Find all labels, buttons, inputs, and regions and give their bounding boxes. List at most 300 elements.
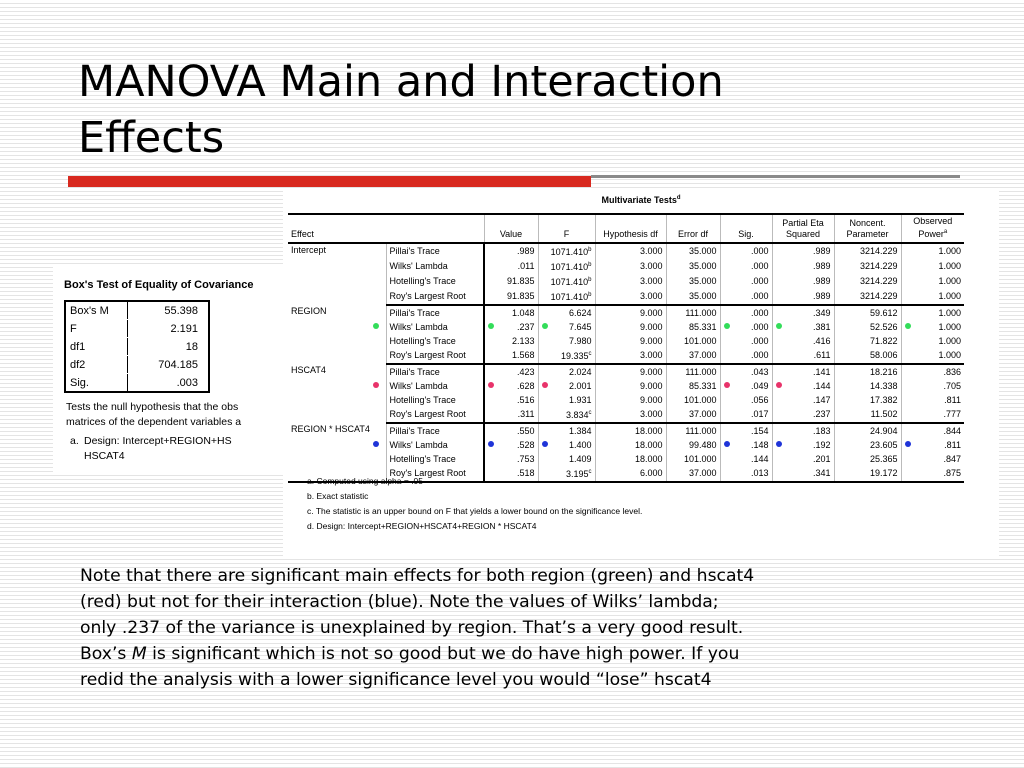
cell-nc	[834, 274, 901, 289]
cell-value	[484, 305, 538, 320]
test-name-cell	[386, 243, 484, 259]
cell-sig	[720, 289, 772, 305]
box-test-footnote-line-1: Design: Intercept+REGION+HS	[84, 435, 232, 447]
cell-pes-value: .381	[812, 321, 831, 332]
f-footnote-sup: c	[588, 351, 592, 357]
cell-f	[538, 379, 595, 393]
cell-value	[484, 274, 538, 289]
multivariate-tests-notes	[307, 474, 642, 534]
note-d: d. Design: Intercept+REGION+HSCAT4+REGION * HSCAT4	[307, 521, 537, 531]
box-test-footnote	[70, 434, 232, 464]
cell-nc	[834, 466, 901, 482]
cell-f	[538, 393, 595, 407]
cell-err-value: 101.000	[683, 394, 717, 405]
cell-op-value: 1.000	[938, 321, 962, 332]
box-test-footnote-line-2: HSCAT4	[84, 450, 125, 462]
test-name: Wilks' Lambda	[389, 321, 448, 332]
cell-err	[666, 438, 720, 452]
cell-hyp-value: 9.000	[639, 321, 663, 332]
cell-sig-value: .013	[750, 468, 769, 478]
cell-op	[901, 466, 964, 482]
cell-value	[484, 289, 538, 305]
cell-value	[484, 393, 538, 407]
cell-value-value: 2.133	[511, 335, 535, 346]
cell-op-value: 1.000	[938, 335, 962, 346]
body-line-2: (red) but not for their interaction (blue). Note the values of Wilks’ lambda;	[80, 592, 719, 612]
cell-nc-value: 59.612	[869, 307, 898, 318]
test-name: Hotelling's Trace	[389, 394, 456, 405]
header-pes-line-2: Squared	[786, 229, 821, 239]
box-test-value: 55.398	[128, 301, 210, 320]
cell-pes	[772, 393, 834, 407]
cell-hyp	[595, 423, 666, 438]
cell-hyp	[595, 259, 666, 274]
cell-op	[901, 334, 964, 348]
cell-hyp	[595, 364, 666, 379]
table-row	[288, 438, 964, 452]
cell-err-value: 111.000	[685, 425, 717, 436]
header-noncent-parameter	[834, 214, 901, 243]
cell-sig	[720, 423, 772, 438]
header-op-line-2-text: Power	[918, 229, 944, 239]
body-line-5: redid the analysis with a lower significance level you would “lose” hscat4	[80, 670, 712, 690]
cell-pes-value: .349	[812, 307, 831, 318]
red-dot-marker	[542, 382, 548, 388]
cell-pes-value: .989	[812, 246, 831, 256]
table-row	[288, 452, 964, 466]
slide-title	[78, 54, 938, 166]
green-dot-marker	[488, 323, 494, 329]
header-hypothesis-df: Hypothesis df	[595, 214, 666, 243]
table-row	[288, 379, 964, 393]
cell-sig	[720, 466, 772, 482]
cell-value	[484, 243, 538, 259]
cell-hyp	[595, 320, 666, 334]
test-name-cell	[386, 423, 484, 438]
cell-err	[666, 305, 720, 320]
table-row	[288, 305, 964, 320]
body-line-4-pre: Box’s	[80, 644, 132, 664]
cell-value	[484, 423, 538, 438]
cell-pes	[772, 364, 834, 379]
effect-cell: HSCAT4	[288, 364, 386, 423]
cell-pes-value: .237	[812, 409, 831, 419]
cell-sig	[720, 259, 772, 274]
body-line-4	[80, 641, 1000, 667]
red-dot-marker	[373, 382, 379, 388]
cell-f	[538, 348, 595, 364]
cell-op-value: .777	[943, 409, 962, 419]
green-dot-marker	[373, 323, 379, 329]
cell-nc	[834, 320, 901, 334]
cell-op	[901, 274, 964, 289]
test-name-cell	[386, 438, 484, 452]
cell-value	[484, 320, 538, 334]
table-row	[288, 259, 964, 274]
cell-f	[538, 334, 595, 348]
cell-pes-value: .416	[812, 335, 831, 346]
cell-op	[901, 364, 964, 379]
header-op-line-1: Observed	[913, 216, 953, 226]
cell-hyp-value: 9.000	[639, 394, 663, 405]
slide-title-line-1: MANOVA Main and Interaction	[78, 57, 724, 107]
cell-err-value: 111.000	[685, 366, 717, 377]
cell-nc-value: 3214.229	[859, 246, 898, 256]
body-line-4-post: is significant which is not so good but we do have high power. If you	[146, 644, 740, 664]
blue-dot-marker	[724, 441, 730, 447]
cell-hyp	[595, 334, 666, 348]
cell-nc	[834, 289, 901, 305]
cell-hyp	[595, 305, 666, 320]
cell-hyp	[595, 348, 666, 364]
box-test-row	[65, 374, 209, 393]
cell-value-value: .516	[516, 394, 535, 405]
cell-nc	[834, 305, 901, 320]
cell-sig	[720, 305, 772, 320]
cell-err	[666, 423, 720, 438]
cell-value	[484, 379, 538, 393]
cell-op-value: .844	[943, 425, 962, 436]
cell-op-value: .836	[943, 366, 962, 377]
cell-value-value: .628	[516, 380, 535, 391]
cell-err	[666, 334, 720, 348]
cell-value-value: 1.568	[511, 350, 535, 360]
cell-err	[666, 289, 720, 305]
cell-op	[901, 393, 964, 407]
test-name: Roy's Largest Root	[389, 291, 466, 301]
cell-sig	[720, 407, 772, 423]
cell-sig	[720, 243, 772, 259]
multivariate-tests-title-sup: d	[676, 195, 681, 201]
cell-hyp	[595, 438, 666, 452]
cell-hyp-value: 3.000	[639, 246, 663, 256]
cell-hyp-value: 9.000	[639, 307, 663, 318]
cell-nc-value: 24.904	[869, 425, 898, 436]
cell-op-value: 1.000	[938, 307, 962, 318]
cell-sig-value: .043	[750, 366, 769, 377]
cell-err	[666, 243, 720, 259]
cell-op	[901, 379, 964, 393]
cell-op	[901, 407, 964, 423]
cell-hyp	[595, 274, 666, 289]
title-divider-line	[591, 175, 960, 178]
cell-nc	[834, 364, 901, 379]
cell-err	[666, 407, 720, 423]
cell-nc-value: 11.502	[870, 409, 898, 419]
cell-f-value: 1071.410	[550, 292, 589, 302]
slide-title-line-2: Effects	[78, 113, 225, 163]
test-name-cell	[386, 259, 484, 274]
cell-pes-value: .144	[812, 380, 831, 391]
cell-op	[901, 320, 964, 334]
cell-op	[901, 305, 964, 320]
test-name: Pillai's Trace	[389, 246, 440, 256]
cell-op	[901, 452, 964, 466]
cell-nc-value: 52.526	[869, 321, 898, 332]
cell-sig-value: .144	[750, 453, 769, 464]
test-name-cell	[386, 364, 484, 379]
cell-f-value: 1071.410	[550, 247, 589, 257]
test-name-cell	[386, 320, 484, 334]
multivariate-tests-title	[283, 195, 999, 205]
test-name-cell	[386, 305, 484, 320]
cell-hyp-value: 3.000	[639, 350, 663, 360]
effect-cell: REGION * HSCAT4	[288, 423, 386, 482]
cell-value-value: 91.835	[506, 291, 535, 301]
table-row	[288, 423, 964, 438]
table-row	[288, 274, 964, 289]
cell-value-value: .011	[517, 261, 535, 271]
cell-nc	[834, 259, 901, 274]
cell-sig-value: .049	[750, 380, 769, 391]
cell-sig	[720, 364, 772, 379]
cell-f	[538, 305, 595, 320]
cell-op-value: 1.000	[938, 276, 962, 286]
cell-hyp	[595, 407, 666, 423]
cell-pes-value: .147	[812, 394, 831, 405]
test-name-cell	[386, 393, 484, 407]
cell-f	[538, 407, 595, 423]
cell-hyp	[595, 243, 666, 259]
cell-sig-value: .154	[750, 425, 769, 436]
f-footnote-sup: c	[588, 410, 592, 416]
table-row	[288, 393, 964, 407]
cell-nc-value: 71.822	[869, 335, 898, 346]
cell-op	[901, 259, 964, 274]
cell-sig-value: .000	[750, 335, 769, 346]
note-b: b. Exact statistic	[307, 491, 369, 501]
test-name: Wilks' Lambda	[389, 380, 448, 391]
cell-value-value: .528	[516, 439, 535, 450]
cell-op	[901, 423, 964, 438]
cell-pes-value: .989	[812, 261, 831, 271]
cell-sig	[720, 452, 772, 466]
cell-f-value: 1.409	[568, 453, 592, 464]
cell-f	[538, 438, 595, 452]
cell-err	[666, 452, 720, 466]
cell-hyp-value: 3.000	[639, 409, 663, 419]
cell-nc-value: 14.338	[869, 380, 898, 391]
slide-body-text	[80, 563, 1000, 693]
cell-f-value: 1.384	[568, 425, 592, 436]
cell-hyp	[595, 452, 666, 466]
cell-sig	[720, 393, 772, 407]
header-error-df: Error df	[666, 214, 720, 243]
f-footnote-sup: b	[588, 262, 592, 268]
cell-nc	[834, 393, 901, 407]
cell-f	[538, 452, 595, 466]
cell-pes	[772, 407, 834, 423]
table-row	[288, 320, 964, 334]
cell-f-value: 3.834	[565, 410, 589, 420]
cell-pes	[772, 334, 834, 348]
cell-sig-value: .056	[750, 394, 769, 405]
red-dot-marker	[488, 382, 494, 388]
box-test-label: df2	[65, 356, 128, 374]
box-test-value: 18	[128, 338, 210, 356]
test-name: Roy's Largest Root	[389, 350, 466, 360]
test-name: Hotelling's Trace	[389, 453, 456, 464]
cell-pes-value: .341	[812, 468, 831, 478]
cell-pes	[772, 243, 834, 259]
cell-f	[538, 274, 595, 289]
cell-f-value: 7.980	[568, 335, 592, 346]
cell-nc	[834, 438, 901, 452]
cell-err-value: 111.000	[685, 307, 717, 318]
cell-value	[484, 407, 538, 423]
cell-value-value: .550	[516, 425, 535, 436]
cell-op	[901, 438, 964, 452]
box-test-row	[65, 356, 209, 374]
cell-nc-value: 23.605	[869, 439, 898, 450]
cell-err	[666, 274, 720, 289]
test-name-cell	[386, 334, 484, 348]
test-name-cell	[386, 289, 484, 305]
cell-err-value: 101.000	[683, 335, 717, 346]
cell-pes	[772, 348, 834, 364]
cell-op-value: 1.000	[938, 261, 962, 271]
cell-err-value: 85.331	[688, 321, 717, 332]
cell-err-value: 35.000	[688, 291, 717, 301]
cell-op	[901, 348, 964, 364]
header-sig: Sig.	[720, 214, 772, 243]
cell-value-value: .311	[517, 409, 535, 419]
multivariate-tests-title-text: Multivariate Tests	[601, 195, 677, 205]
cell-hyp	[595, 393, 666, 407]
red-dot-marker	[776, 382, 782, 388]
cell-op-value: .811	[944, 394, 962, 405]
box-test-note	[66, 400, 241, 430]
cell-pes-value: .989	[812, 276, 831, 286]
cell-value-value: .237	[516, 321, 535, 332]
multivariate-tests-table	[288, 213, 964, 483]
test-name: Roy's Largest Root	[389, 409, 466, 419]
cell-hyp-value: 3.000	[639, 276, 663, 286]
blue-dot-marker	[373, 441, 379, 447]
table-row	[288, 348, 964, 364]
cell-pes	[772, 259, 834, 274]
cell-err-value: 85.331	[688, 380, 717, 391]
test-name: Pillai's Trace	[389, 366, 440, 377]
cell-sig-value: .000	[750, 276, 769, 286]
cell-err	[666, 259, 720, 274]
cell-nc	[834, 243, 901, 259]
cell-sig	[720, 320, 772, 334]
cell-pes-value: .192	[812, 439, 831, 450]
cell-pes	[772, 452, 834, 466]
cell-f	[538, 364, 595, 379]
cell-value	[484, 259, 538, 274]
box-test-value: 2.191	[128, 320, 210, 338]
cell-value	[484, 452, 538, 466]
cell-pes	[772, 466, 834, 482]
cell-op-value: 1.000	[938, 291, 962, 301]
cell-value	[484, 334, 538, 348]
box-test-label: Box's M	[65, 301, 128, 320]
box-test-value: .003	[128, 374, 210, 393]
cell-nc	[834, 379, 901, 393]
cell-pes	[772, 320, 834, 334]
header-nc-line-2: Parameter	[846, 229, 889, 239]
box-test-label: df1	[65, 338, 128, 356]
cell-value	[484, 364, 538, 379]
cell-nc-value: 3214.229	[859, 276, 898, 286]
body-line-3: only .237 of the variance is unexplained by region. That’s a very good result.	[80, 618, 744, 638]
cell-sig-value: .148	[750, 439, 769, 450]
cell-op-value: 1.000	[938, 246, 962, 256]
header-effect: Effect	[288, 214, 484, 243]
cell-value-value: .989	[516, 246, 535, 256]
cell-err	[666, 466, 720, 482]
note-c: c. The statistic is an upper bound on F that yields a lower bound on the significance level.	[307, 506, 643, 516]
table-row	[288, 243, 964, 259]
cell-nc-value: 3214.229	[859, 261, 898, 271]
cell-value-value: .423	[516, 366, 535, 377]
green-dot-marker	[905, 323, 911, 329]
cell-hyp-value: 3.000	[639, 261, 663, 271]
cell-f	[538, 289, 595, 305]
cell-value	[484, 438, 538, 452]
f-footnote-sup: b	[588, 247, 592, 253]
f-footnote-sup: b	[588, 292, 592, 298]
cell-hyp-value: 9.000	[639, 335, 663, 346]
header-f: F	[538, 214, 595, 243]
cell-err	[666, 379, 720, 393]
cell-op-value: .811	[944, 439, 962, 450]
cell-err-value: 37.000	[688, 350, 717, 360]
cell-pes-value: .989	[812, 291, 831, 301]
cell-f-value: 2.024	[568, 366, 592, 377]
cell-pes	[772, 438, 834, 452]
box-test-title: Box's Test of Equality of Covariance	[64, 279, 254, 291]
cell-hyp-value: 9.000	[639, 380, 663, 391]
cell-pes-value: .201	[812, 453, 831, 464]
table-row	[288, 407, 964, 423]
cell-err-value: 35.000	[688, 276, 717, 286]
cell-pes	[772, 305, 834, 320]
header-nc-line-1: Noncent.	[849, 218, 886, 228]
blue-dot-marker	[488, 441, 494, 447]
green-dot-marker	[776, 323, 782, 329]
cell-err-value: 35.000	[688, 261, 717, 271]
cell-op-value: .847	[943, 453, 962, 464]
cell-hyp-value: 18.000	[634, 425, 663, 436]
effect-cell: Intercept	[288, 243, 386, 305]
box-test-table	[64, 300, 210, 393]
header-op-sup: a	[943, 229, 948, 235]
cell-op-value: 1.000	[938, 350, 962, 360]
test-name-cell	[386, 452, 484, 466]
cell-err-value: 101.000	[683, 453, 717, 464]
cell-err	[666, 364, 720, 379]
cell-nc-value: 19.172	[869, 468, 898, 478]
cell-f	[538, 259, 595, 274]
cell-sig-value: .000	[750, 321, 769, 332]
test-name: Roy's Largest Root	[389, 468, 466, 478]
cell-nc	[834, 334, 901, 348]
cell-value-value: .753	[516, 453, 535, 464]
cell-nc	[834, 348, 901, 364]
test-name: Pillai's Trace	[389, 425, 440, 436]
cell-pes	[772, 289, 834, 305]
cell-nc-value: 18.216	[869, 366, 898, 377]
cell-hyp	[595, 289, 666, 305]
green-dot-marker	[542, 323, 548, 329]
test-name-cell	[386, 274, 484, 289]
body-line-1: Note that there are significant main effects for both region (green) and hscat4	[80, 566, 755, 586]
cell-sig-value: .000	[750, 307, 769, 318]
cell-value	[484, 348, 538, 364]
